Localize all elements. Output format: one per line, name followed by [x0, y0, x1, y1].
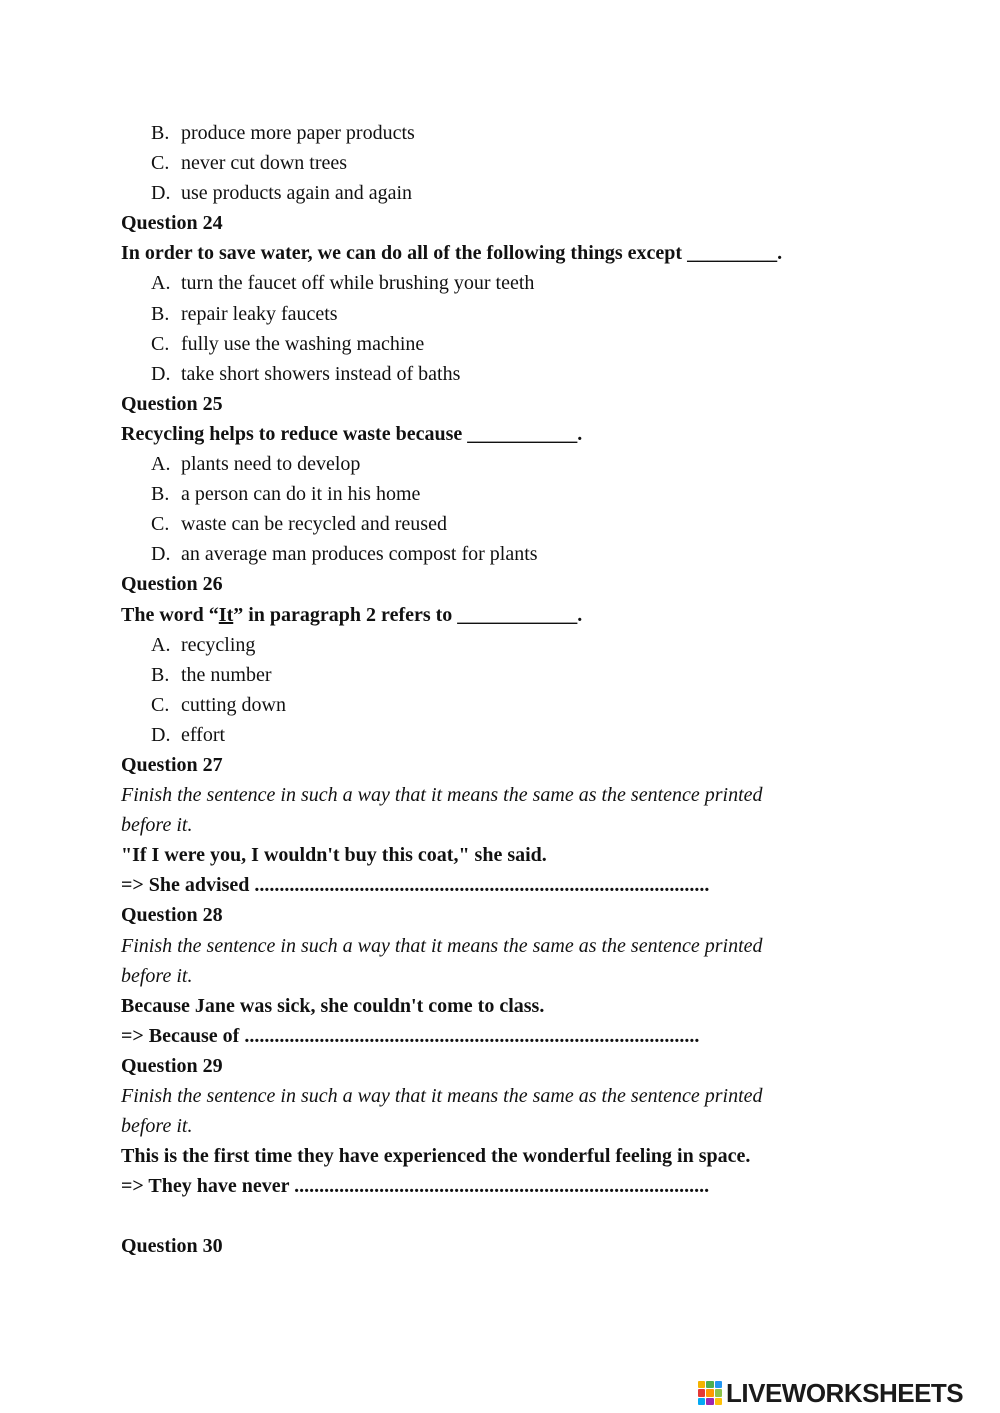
liveworksheets-grid-icon — [698, 1381, 722, 1405]
q23-option-c[interactable]: C. never cut down trees — [151, 152, 348, 175]
q24-title: Question 24 — [121, 212, 223, 235]
q26-option-a[interactable]: A. recycling — [151, 633, 256, 656]
logo-cell — [715, 1389, 722, 1396]
q24-option-c[interactable]: C. fully use the washing machine — [151, 332, 425, 355]
q24-option-a[interactable]: A. turn the faucet off while brushing your teeth — [151, 272, 535, 295]
q27-instruction-line2: before it. — [121, 814, 193, 837]
q30-title: Question 30 — [121, 1235, 223, 1258]
logo-cell — [698, 1381, 705, 1388]
q26-option-d[interactable]: D. effort — [151, 723, 226, 746]
logo-cell — [698, 1389, 705, 1396]
q29-answer-field[interactable]: => They have never ................................................................................... — [121, 1175, 710, 1198]
q26-referent-word: It — [218, 603, 234, 626]
q23-option-d[interactable]: D. use products again and again — [151, 182, 413, 205]
q29-instruction-line2: before it. — [121, 1115, 193, 1138]
q27-sentence: "If I were you, I wouldn't buy this coat," she said. — [121, 844, 547, 867]
q26-stem: The word “It” in paragraph 2 refers to ____________. — [121, 603, 583, 626]
worksheet-page — [121, 118, 881, 1261]
q24-option-d[interactable]: D. take short showers instead of baths — [151, 362, 461, 385]
q25-option-c[interactable]: C. waste can be recycled and reused — [151, 513, 447, 536]
q27-answer-field[interactable]: => She advised ........................................................................................... — [121, 874, 710, 897]
q28-title: Question 28 — [121, 904, 223, 927]
q29-instruction-line1: Finish the sentence in such a way that it means the same as the sentence printed — [121, 1085, 763, 1107]
q23-option-b[interactable]: B. produce more paper products — [151, 122, 415, 144]
q24-stem: In order to save water, we can do all of the following things except _________. — [121, 242, 783, 265]
q29-title: Question 29 — [121, 1054, 223, 1077]
q25-option-a[interactable]: A. plants need to develop — [151, 453, 361, 476]
logo-cell — [706, 1398, 713, 1405]
logo-cell — [715, 1398, 722, 1405]
q25-option-d[interactable]: D. an average man produces compost for plants — [151, 543, 538, 566]
logo-cell — [706, 1389, 713, 1396]
q26-title: Question 26 — [121, 573, 223, 596]
q27-instruction-line1: Finish the sentence in such a way that it means the same as the sentence printed — [121, 784, 763, 807]
q28-instruction-line2: before it. — [121, 964, 193, 987]
q28-answer-field[interactable]: => Because of ........................................................................................... — [121, 1024, 700, 1047]
liveworksheets-logo — [698, 1378, 963, 1408]
q25-title: Question 25 — [121, 392, 223, 415]
q28-sentence: Because Jane was sick, she couldn't come to class. — [121, 994, 545, 1017]
q29-sentence: This is the first time they have experienced the wonderful feeling in space. — [121, 1145, 751, 1168]
q24-option-b[interactable]: B. repair leaky faucets — [151, 302, 338, 325]
q27-title: Question 27 — [121, 753, 223, 776]
spacer — [121, 1201, 881, 1231]
logo-cell — [706, 1381, 713, 1388]
q26-option-c[interactable]: C. cutting down — [151, 693, 286, 716]
q26-option-b[interactable]: B. the number — [151, 663, 272, 686]
logo-cell — [715, 1381, 722, 1388]
logo-cell — [698, 1398, 705, 1405]
q28-instruction-line1: Finish the sentence in such a way that it means the same as the sentence printed — [121, 934, 763, 957]
q25-option-b[interactable]: B. a person can do it in his home — [151, 483, 421, 506]
liveworksheets-brand: LIVEWORKSHEETS — [726, 1377, 964, 1408]
q25-stem: Recycling helps to reduce waste because ___________. — [121, 422, 583, 445]
